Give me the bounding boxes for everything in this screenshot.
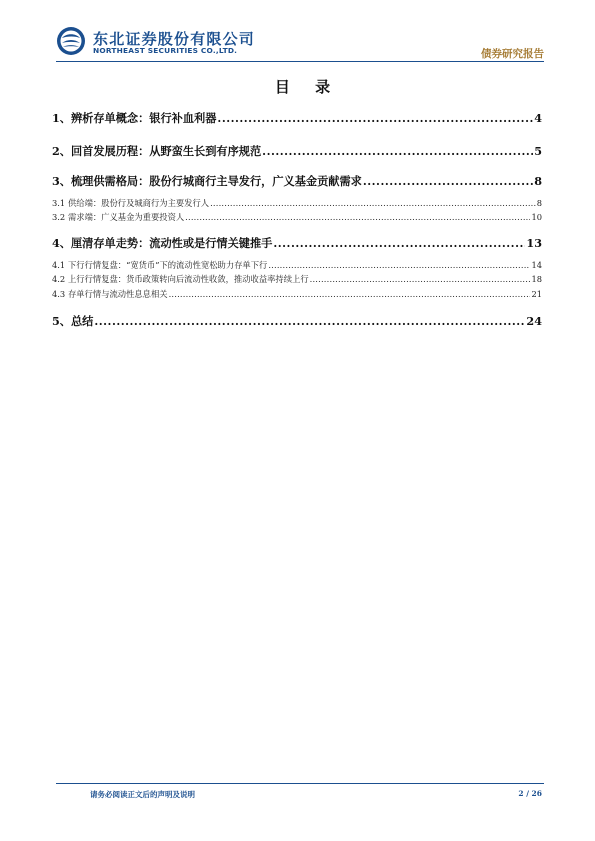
report-type-label: 债券研究报告 [481,48,544,60]
toc-subsection-entry[interactable] [52,197,542,209]
toc-entry-number: 4.2 [52,274,66,284]
toc-entry-page: 8 [534,174,542,188]
toc-section-entry[interactable] [52,110,542,126]
toc-dot-leader [268,260,530,270]
toc-entry-title: 1、辨析存单概念：银行补血利器 [52,111,217,125]
toc-dot-leader [262,144,533,158]
toc-section-entry[interactable] [52,143,542,159]
toc-dot-leader [310,274,531,284]
toc-entry-page: 5 [534,144,542,158]
toc-subsection-entry[interactable] [52,211,542,223]
toc-entry-page: 24 [526,314,542,328]
toc-entry-page: 13 [526,236,542,250]
page-number: 2 / 26 [518,789,542,798]
company-name-en: NORTHEAST SECURITIES CO.,LTD. [93,46,238,55]
toc-dot-leader [169,289,531,299]
company-logo-icon [56,26,86,56]
toc-entry-page: 14 [531,260,542,270]
toc-entry-number: 3.2 [52,212,66,222]
toc-entry-title: 5、总结 [52,314,94,328]
toc-entry-page: 18 [531,274,542,284]
footer-divider [56,783,544,784]
footer-disclaimer-note: 请务必阅读正文后的声明及说明 [90,790,195,799]
toc-dot-leader [363,174,533,188]
toc-entry-title: 存单行情与流动性息息相关 [68,289,168,299]
toc-dot-leader [217,111,533,125]
toc-entry-page: 8 [536,198,542,208]
header-divider [56,61,544,62]
toc-entry-title: 下行行情复盘：“宽货币”下的流动性宽松助力存单下行 [68,260,268,270]
toc-entry-title: 4、厘清存单走势：流动性或是行情关键推手 [52,236,273,250]
toc-section-entry[interactable] [52,173,542,189]
toc-title: 目 录 [274,78,341,96]
toc-entry-title: 供给端：股份行及城商行为主要发行人 [68,198,210,208]
toc-section-entry[interactable] [52,313,542,329]
toc-dot-leader [185,212,530,222]
page-header [56,24,544,62]
toc-section-entry[interactable] [52,235,542,251]
toc-entry-number: 3.1 [52,198,66,208]
company-name-cn: 东北证券股份有限公司 [93,30,256,48]
toc-entry-number: 4.3 [52,289,66,299]
toc-dot-leader [210,198,536,208]
toc-entry-title: 2、回首发展历程：从野蛮生长到有序规范 [52,144,262,158]
toc-entry-title: 3、梳理供需格局：股份行城商行主导发行，广义基金贡献需求 [52,174,362,188]
toc-subsection-entry[interactable] [52,259,542,271]
toc-subsection-entry[interactable] [52,288,542,300]
toc-entry-title: 上行行情复盘：货币政策转向后流动性收敛，推动收益率持续上行 [68,274,309,284]
toc-entry-page: 21 [531,289,542,299]
toc-dot-leader [94,314,525,328]
toc-entry-page: 4 [534,111,542,125]
toc-dot-leader [273,236,525,250]
toc-entry-number: 4.1 [52,260,66,270]
toc-entry-title: 需求端：广义基金为重要投资人 [68,212,185,222]
toc-entry-page: 10 [531,212,542,222]
toc-subsection-entry[interactable] [52,273,542,285]
